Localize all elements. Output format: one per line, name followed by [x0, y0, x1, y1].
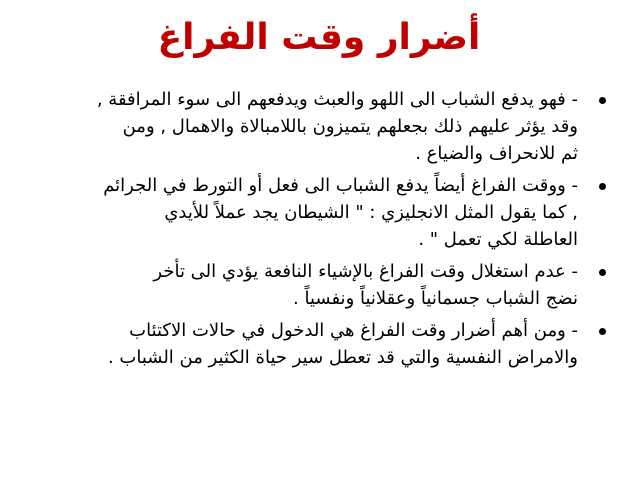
slide-title: أضرار وقت الفراغ	[157, 17, 481, 58]
bullet-item	[26, 86, 612, 167]
bullet-line: العاطلة لكي تعمل " .	[418, 229, 578, 250]
bullet-line: - فهو يدفع الشباب الى اللهو والعبث ويدفعهم الى سوء المرافقة ,	[96, 89, 578, 110]
bullet-dot-icon	[599, 328, 606, 335]
bullet-line: وقد يؤثر عليهم ذلك بجعلهم يتميزون باللامبالاة والاهمال , ومن	[122, 116, 578, 137]
bullet-line: نضج الشباب جسمانياً وعقلانياً ونفسياً .	[293, 288, 578, 309]
bullet-line: - ومن أهم أضرار وقت الفراغ هي الدخول في حالات الاكتئاب	[129, 320, 578, 341]
bullet-line: , كما يقول المثل الانجليزي : " الشيطان يجد عملاً للأيدي	[164, 202, 578, 223]
bullet-dot-icon	[599, 97, 606, 104]
bullet-dot-icon	[599, 183, 606, 190]
bullet-item	[26, 317, 612, 371]
bullet-line: ثم للانحراف والضياع .	[415, 143, 578, 164]
bullet-line: - ووقت الفراغ أيضاً يدفع الشباب الى فعل أو التورط في الجرائم	[103, 175, 578, 196]
bullet-list	[26, 86, 612, 376]
bullet-dot-icon	[599, 269, 606, 276]
bullet-line: والامراض النفسية والتي قد تعطل سير حياة الكثير من الشباب .	[107, 347, 578, 368]
bullet-line: - عدم استغلال وقت الفراغ بالإشياء النافعة يؤدي الى تأخر	[153, 261, 578, 282]
bullet-item	[26, 172, 612, 253]
bullet-item	[26, 258, 612, 312]
